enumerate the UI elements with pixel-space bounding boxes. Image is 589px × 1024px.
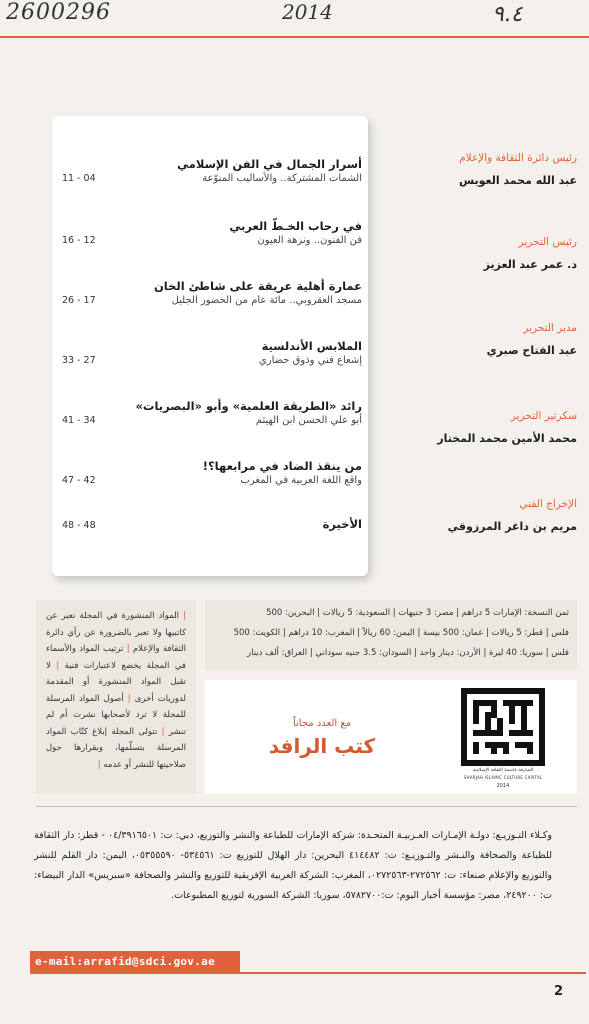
price-line: فلس | سوريا: 40 ليرة | الأردن: دينار واحد | السودان: 3.5 جنيه سوداني | العراق: ألف دينار xyxy=(247,648,569,658)
top-divider xyxy=(0,36,589,38)
handwritten-code: 2600296 xyxy=(6,0,111,25)
disclaimer-text: المواد المنشورة في المجلة تعبر عن كاتبيها ولا تعبر بالضرورة عن رأي دائرة الثقافة والإعلام xyxy=(46,611,187,654)
table-of-contents xyxy=(52,116,368,576)
toc-title: أسرار الجمال في الفن الإسلامي xyxy=(177,157,362,171)
toc-item[interactable] xyxy=(62,278,362,308)
separator: | xyxy=(97,759,101,770)
toc-subtitle: الشمات المشتركة.. والأساليب المنوّعة xyxy=(202,173,362,184)
staff-entry xyxy=(397,234,577,274)
price-line: ثمن النسخة: الإمارات 5 دراهم | مصر: 3 جنيهات | السعودية: 5 ريالات | البحرين: 500 xyxy=(266,608,569,618)
toc-item[interactable] xyxy=(62,458,362,488)
toc-pages: 41 - 34 xyxy=(62,415,96,426)
toc-pages: 48 - 48 xyxy=(62,520,96,531)
toc-title: في رحاب الخـطّ العربي xyxy=(229,219,362,233)
section-divider xyxy=(36,806,577,807)
bottom-divider xyxy=(30,972,586,974)
free-book-title: كتب الرافد xyxy=(268,734,376,758)
toc-pages: 47 - 42 xyxy=(62,475,96,486)
distributors-text: وكـلاء التـوزيـع: دولـة الإمـارات العـربيـة المتحـدة: شركة الإمارات للطباعة والنشر والتوزيع، دبي: ت: ٠٤/٣٩١٦٥٠١ - قطر: دار الثقافة للطباعة والصحافة والنـشر والتـوزيـع: ت: ٤١٤٤٨٢ البحرين: دار الهلال للتوزيع ت: ٥٣٤٥٦١- ٠٥٣٥٥٥٩٠، اليمن: دار القلم للنشر والتوزيع والإعلام صنعاء: ت: ٢٧٢٥٦٢-٠٢٧٢٥٦٣، المغرب: الشركة العربية الإفريقية للتوزيع والنشر والصحافة «سبريس» الدار البيضاء: ت: ٢٤٩٢٠٠، مصر: مؤسسة أخبار اليوم: ت:٥٧٨٢٧٠٠، سوريا: الشركة السورية لتوزيع المطبوعات. xyxy=(34,830,553,901)
email-link[interactable]: e-mail:arrafid@sdci.gov.ae xyxy=(30,951,240,972)
logo-year: 2014 xyxy=(496,783,510,789)
disclaimer-box xyxy=(36,600,196,794)
toc-pages: 33 - 27 xyxy=(62,355,96,366)
toc-subtitle: واقع اللغة العربية في المغرب xyxy=(240,475,362,486)
staff-role: مدير التحرير xyxy=(523,322,577,334)
toc-title: الملابس الأندلسية xyxy=(261,339,362,353)
toc-title: عمارة أهلية عريقة على شاطئ الخان xyxy=(153,279,362,293)
logo-caption-en: SHARJAH ISLAMIC CULTURE CAPITAL xyxy=(463,775,543,780)
separator: | xyxy=(123,693,131,704)
staff-name: محمد الأمين محمد المختار xyxy=(437,432,577,445)
price-line: فلس | قطر: 5 ريالات | عمان: 500 بيسة | اليمن: 60 ريالاً | المغرب: 10 دراهم | الكويت: 500 xyxy=(233,628,569,638)
toc-item[interactable] xyxy=(62,516,362,532)
toc-subtitle: مسجد العقروبي.. مائة عام من الحضور الجليل xyxy=(171,295,362,306)
toc-item[interactable] xyxy=(62,398,362,428)
sharjah-logo xyxy=(461,688,545,794)
logo-caption-ar: الشارقة عاصمة الثقافة الإسلامية xyxy=(472,768,534,773)
staff-name: د. عمر عبد العزيز xyxy=(483,258,577,271)
disclaimer-text: ترتيب المواد والأسماء في المجلة يخضع لاعتبارات فنية xyxy=(46,644,186,671)
toc-item[interactable] xyxy=(62,338,362,368)
toc-pages: 16 - 12 xyxy=(62,235,96,246)
price-list xyxy=(205,600,577,670)
staff-entry xyxy=(397,496,577,536)
staff-name: مريم بن داغر المرزوقي xyxy=(447,520,577,533)
toc-title: الأخيرة xyxy=(322,517,362,531)
staff-name: عبد الله محمد العويس xyxy=(458,174,577,187)
staff-role: رئيس دائرة الثقافة والإعلام xyxy=(459,152,577,164)
toc-pages: 26 - 17 xyxy=(62,295,96,306)
toc-subtitle: إشعاع فني وذوق حضاري xyxy=(258,355,362,366)
staff-name: عبد الفتاح صبري xyxy=(486,344,577,357)
toc-item[interactable] xyxy=(62,156,362,186)
kufic-logo-icon xyxy=(461,688,545,766)
toc-item[interactable] xyxy=(62,218,362,248)
separator: | xyxy=(179,611,186,621)
disclaimer-text: أصول المواد المرسلة للمجلة لا ترد لأصحابها نشرت أم لم تنشر xyxy=(46,693,186,737)
staff-role: رئيس التحرير xyxy=(518,236,577,248)
handwritten-year: 2014 xyxy=(282,0,333,24)
toc-subtitle: أبو علي الحسن ابن الهيثم xyxy=(255,415,362,426)
separator: | xyxy=(50,660,60,671)
staff-entry xyxy=(397,408,577,448)
toc-subtitle: فن الفنون.. ونزهة العيون xyxy=(257,235,362,246)
disclaimer-text: تتولى المجلة إبلاغ كتّاب المواد المرسلة بتسلّمها، وبقرارها حول صلاحيتها للنشر أو عدمه xyxy=(46,726,186,770)
staff-entry xyxy=(397,150,577,190)
staff-entry xyxy=(397,320,577,360)
toc-pages: 11 - 04 xyxy=(62,173,96,184)
staff-role: سكرتير التحرير xyxy=(510,410,577,422)
toc-title: رائد «الطريقة العلمية» وأبو «البصريات» xyxy=(135,399,362,413)
separator: | xyxy=(123,644,130,654)
toc-title: من ينقذ الضاد في مرابعها؟! xyxy=(202,459,362,473)
separator: | xyxy=(157,726,165,737)
handwritten-issue: ٩.٤ xyxy=(492,2,523,27)
free-label: مع العدد مجاناً xyxy=(292,718,352,729)
staff-role: الإخراج الفني xyxy=(519,498,577,510)
page-number: 2 xyxy=(554,984,564,999)
free-book-promo xyxy=(205,680,577,794)
disclaimer-text: لا تقبل المواد المنشورة أو المقدمة لدوريات أخرى xyxy=(46,660,186,704)
